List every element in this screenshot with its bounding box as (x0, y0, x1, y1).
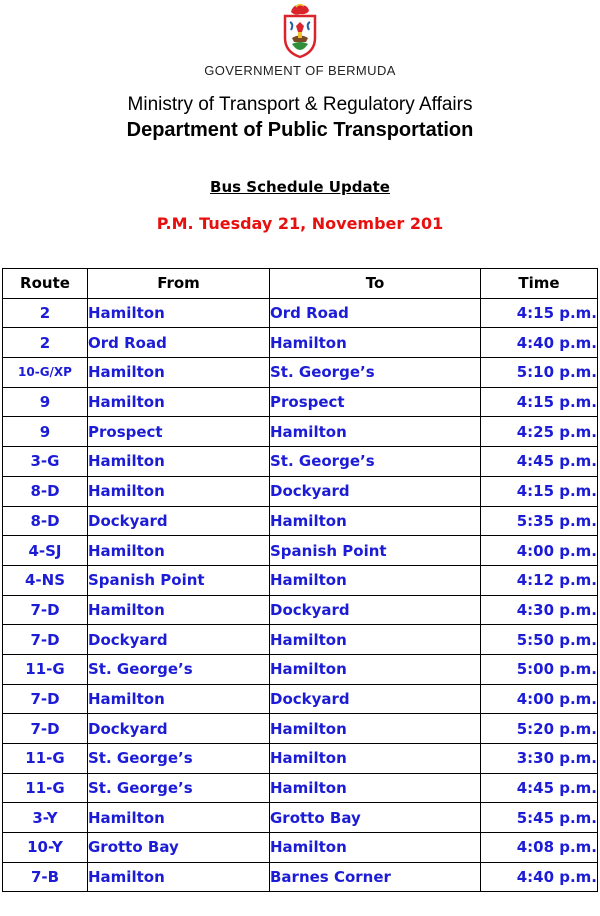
route-cell: 10-Y (3, 833, 88, 863)
government-name: GOVERNMENT OF BERMUDA (204, 63, 396, 78)
to-cell: Grotto Bay (270, 803, 481, 833)
to-cell: Hamilton (270, 328, 481, 358)
column-header-time: Time (481, 269, 598, 299)
to-cell: St. George’s (270, 447, 481, 477)
column-header-route: Route (3, 269, 88, 299)
table-row (3, 387, 598, 417)
to-cell: Ord Road (270, 298, 481, 328)
to-cell: St. George’s (270, 358, 481, 388)
to-cell: Dockyard (270, 476, 481, 506)
time-cell: 4:15 p.m. (481, 476, 598, 506)
route-cell: 2 (3, 298, 88, 328)
route-cell: 11-G (3, 654, 88, 684)
column-header-to: To (270, 269, 481, 299)
time-cell: 5:35 p.m. (481, 506, 598, 536)
route-cell: 7-D (3, 625, 88, 655)
time-cell: 5:00 p.m. (481, 654, 598, 684)
from-cell: Dockyard (88, 625, 270, 655)
route-cell: 4-NS (3, 565, 88, 595)
table-row (3, 565, 598, 595)
time-cell: 4:45 p.m. (481, 773, 598, 803)
table-row (3, 506, 598, 536)
time-cell: 4:45 p.m. (481, 447, 598, 477)
schedule-date: P.M. Tuesday 21, November 201 (156, 214, 444, 233)
from-cell: Dockyard (88, 506, 270, 536)
route-cell: 2 (3, 328, 88, 358)
table-row (3, 476, 598, 506)
from-cell: Hamilton (88, 862, 270, 892)
to-cell: Hamilton (270, 506, 481, 536)
time-cell: 4:00 p.m. (481, 536, 598, 566)
table-row (3, 862, 598, 892)
time-cell: 4:00 p.m. (481, 684, 598, 714)
schedule-table (2, 268, 598, 892)
from-cell: St. George’s (88, 654, 270, 684)
time-cell: 4:15 p.m. (481, 387, 598, 417)
from-cell: Spanish Point (88, 565, 270, 595)
route-cell: 9 (3, 387, 88, 417)
page-title: Bus Schedule Update (210, 178, 390, 196)
from-cell: Hamilton (88, 536, 270, 566)
route-cell: 7-D (3, 595, 88, 625)
time-cell: 5:50 p.m. (481, 625, 598, 655)
from-cell: Hamilton (88, 684, 270, 714)
schedule-body (3, 298, 598, 892)
route-cell: 8-D (3, 476, 88, 506)
from-cell: Ord Road (88, 328, 270, 358)
from-cell: St. George’s (88, 773, 270, 803)
from-cell: Hamilton (88, 595, 270, 625)
time-cell: 4:40 p.m. (481, 862, 598, 892)
route-cell: 8-D (3, 506, 88, 536)
time-cell: 4:40 p.m. (481, 328, 598, 358)
table-row (3, 714, 598, 744)
from-cell: Dockyard (88, 714, 270, 744)
route-cell: 9 (3, 417, 88, 447)
from-cell: Grotto Bay (88, 833, 270, 863)
table-row (3, 803, 598, 833)
route-cell: 10-G/XP (3, 358, 88, 388)
from-cell: Prospect (88, 417, 270, 447)
route-cell: 3-G (3, 447, 88, 477)
column-header-from: From (88, 269, 270, 299)
to-cell: Dockyard (270, 595, 481, 625)
table-row (3, 536, 598, 566)
route-cell: 7-D (3, 714, 88, 744)
from-cell: Hamilton (88, 298, 270, 328)
time-cell: 5:20 p.m. (481, 714, 598, 744)
to-cell: Dockyard (270, 684, 481, 714)
route-cell: 11-G (3, 773, 88, 803)
to-cell: Hamilton (270, 833, 481, 863)
from-cell: Hamilton (88, 476, 270, 506)
route-cell: 7-D (3, 684, 88, 714)
to-cell: Hamilton (270, 714, 481, 744)
ministry-name: Ministry of Transport & Regulatory Affairs (127, 94, 473, 115)
route-cell: 4-SJ (3, 536, 88, 566)
route-cell: 7-B (3, 862, 88, 892)
table-row (3, 654, 598, 684)
to-cell: Hamilton (270, 625, 481, 655)
time-cell: 5:10 p.m. (481, 358, 598, 388)
table-row (3, 833, 598, 863)
department-name: Department of Public Transportation (126, 119, 474, 141)
time-cell: 5:45 p.m. (481, 803, 598, 833)
table-row (3, 744, 598, 774)
from-cell: Hamilton (88, 447, 270, 477)
to-cell: Spanish Point (270, 536, 481, 566)
to-cell: Hamilton (270, 565, 481, 595)
to-cell: Barnes Corner (270, 862, 481, 892)
time-cell: 3:30 p.m. (481, 744, 598, 774)
table-row (3, 417, 598, 447)
time-cell: 4:15 p.m. (481, 298, 598, 328)
from-cell: Hamilton (88, 358, 270, 388)
table-row (3, 328, 598, 358)
table-row (3, 684, 598, 714)
time-cell: 4:08 p.m. (481, 833, 598, 863)
table-row (3, 358, 598, 388)
from-cell: St. George’s (88, 744, 270, 774)
to-cell: Hamilton (270, 654, 481, 684)
table-row (3, 625, 598, 655)
time-cell: 4:25 p.m. (481, 417, 598, 447)
table-row (3, 773, 598, 803)
from-cell: Hamilton (88, 387, 270, 417)
to-cell: Hamilton (270, 744, 481, 774)
route-cell: 3-Y (3, 803, 88, 833)
to-cell: Prospect (270, 387, 481, 417)
time-cell: 4:12 p.m. (481, 565, 598, 595)
bermuda-coat-of-arms-icon (279, 2, 321, 60)
table-row (3, 447, 598, 477)
to-cell: Hamilton (270, 417, 481, 447)
time-cell: 4:30 p.m. (481, 595, 598, 625)
route-cell: 11-G (3, 744, 88, 774)
table-row (3, 298, 598, 328)
to-cell: Hamilton (270, 773, 481, 803)
from-cell: Hamilton (88, 803, 270, 833)
table-header-row (3, 269, 598, 299)
table-row (3, 595, 598, 625)
